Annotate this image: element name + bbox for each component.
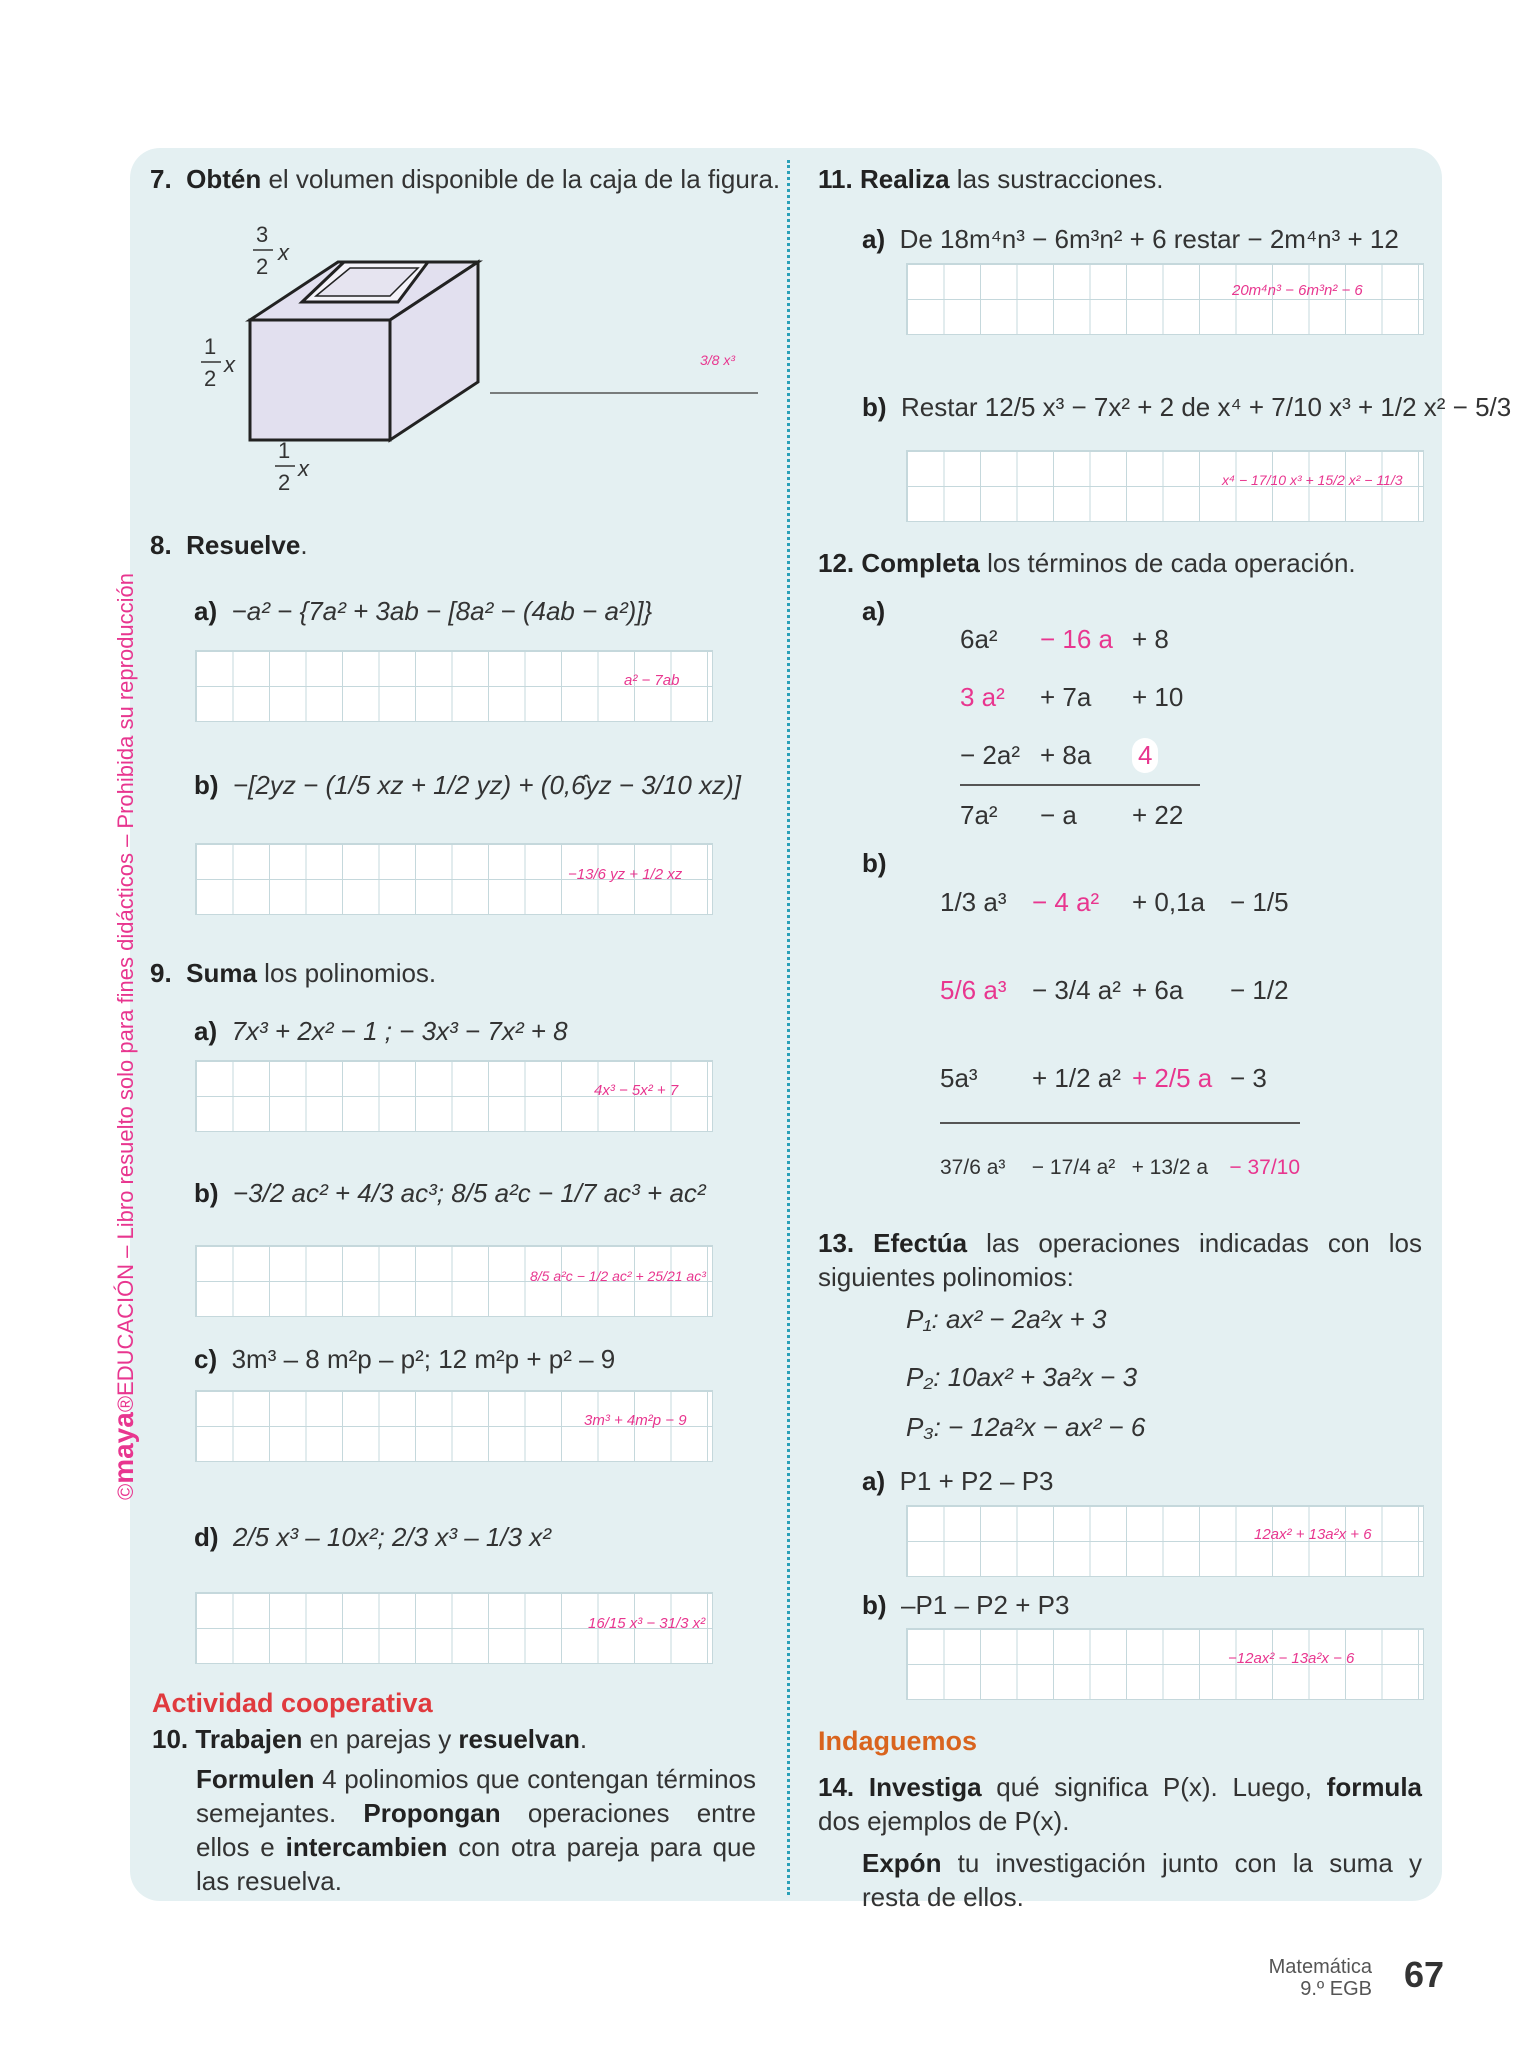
svg-text:2: 2 [278,470,291,495]
ex9c: c) 3m³ – 8 m²p – p²; 12 m²p + p² – 9 [194,1344,616,1374]
ex11b-answer: x⁴ − 17/10 x³ + 15/2 x² − 11/3 [1222,472,1403,488]
page-number: 67 [1404,1954,1445,1995]
ex9d-answer: 16/15 x³ − 31/3 x² [588,1615,706,1632]
ex9d: d) 2/5 x³ – 10x²; 2/3 x³ – 1/3 x² [194,1522,551,1552]
ex9a-answer: 4x³ − 5x² + 7 [594,1082,679,1099]
ex13b-answer: −12ax² − 13a²x − 6 [1228,1650,1355,1667]
ex12a-row: − 2a² + 8a 4 [960,726,1200,786]
ex13-p1: P₁: ax² − 2a²x + 3 [906,1304,1107,1334]
ex12b-row: 1/3 a³ − 4 a² + 0,1a − 1/5 [940,886,1289,917]
svg-text:x: x [224,352,235,377]
ex13a: a) P1 + P2 – P3 [862,1466,1054,1496]
ex9a: a) 7x³ + 2x² − 1 ; − 3x³ − 7x² + 8 [194,1016,568,1046]
ex13-p3: P₃: − 12a²x − ax² − 6 [906,1412,1146,1442]
ex8b-answer: −13/6 yz + 1/2 xz [568,866,683,883]
ex12a-label: a) [862,596,886,626]
ex14-body: Expón tu investigación junto con la suma y resta de ellos. [862,1848,1422,1912]
ex12a-result: 7a² − a + 22 [960,799,1184,830]
ex7-statement: 7. Obtén el volumen disponible de la caja de la figura. [150,164,781,194]
ex11a: a) De 18m⁴n³ − 6m³n² + 6 restar − 2m⁴n³ + 12 [862,224,1399,254]
svg-text:1: 1 [204,334,217,359]
ex11a-answer: 20m⁴n³ − 6m³n² − 6 [1232,282,1363,299]
ex12b-result: 37/6 a³ − 17/4 a² + 13/2 a − 37/10 [940,1156,1301,1179]
ex8-statement: 8. Resuelve. [150,530,308,560]
svg-text:3: 3 [256,222,269,247]
ex11b: b) Restar 12/5 x³ − 7x² + 2 de x⁴ + 7/10 x³ + 1/2 x² − 5/3 [862,392,1512,422]
svg-text:x: x [298,456,309,481]
ex10-statement: 10. Trabajen en parejas y resuelvan. [152,1724,588,1754]
svg-text:2: 2 [204,366,217,391]
ex13b: b) –P1 – P2 + P3 [862,1590,1070,1620]
ex12b-label: b) [862,848,887,878]
ex13-statement: 13. Efectúa las operaciones indicadas con los siguientes polinomios: [818,1228,1422,1292]
ex7-answer: 3/8 x³ [700,352,736,368]
ex10-body: Formulen 4 polinomios que contengan términos semejantes. Propongan operaciones entre ellos e intercambien con otra pareja para que las resuelva. [196,1764,756,1896]
ex12a-row: 3 a² + 7a + 10 [960,681,1184,712]
ex9-statement: 9. Suma los polinomios. [150,958,437,988]
ex12a-operation [960,610,1200,844]
ex9c-answer: 3m³ + 4m²p − 9 [584,1412,687,1429]
ex8b: b) −[2yz − (1/5 xz + 1/2 yz) + (0,6̂yz − 3/10 xz)] [194,770,741,800]
ex14-statement: 14. Investiga qué significa P(x). Luego, formula dos ejemplos de P(x). [818,1772,1422,1836]
svg-text:x: x [278,240,289,265]
ex8a: a) −a² − {7a² + 3ab − [8a² − (4ab − a²)]} [194,596,653,626]
coop-title: Actividad cooperativa [152,1688,433,1718]
ex9b-answer: 8/5 a²c − 1/2 ac² + 25/21 ac³ [530,1268,706,1284]
ex12b-row: 5/6 a³ − 3/4 a² + 6a − 1/2 [940,974,1289,1005]
ex11-statement: 11. Realiza las sustracciones. [818,164,1164,194]
ex13-p2: P₂: 10ax² + 3a²x − 3 [906,1362,1138,1392]
box-figure [190,220,790,520]
svg-text:2: 2 [256,254,269,279]
footer-subject: Matemática 9.º EGB [1268,1956,1372,2000]
vertical-copyright: ©maya®EDUCACIÓN – Libro resuelto solo para fines didácticos – Prohibida su reproducción [108,572,139,1500]
ex12b-operation [940,858,1300,1212]
ex8a-answer: a² − 7ab [624,672,680,689]
ex12b-row: 5a³ + 1/2 a² + 2/5 a − 3 [940,1034,1300,1124]
ex12a-row: 6a² − 16 a + 8 [960,623,1169,654]
ex12-statement: 12. Completa los términos de cada operación. [818,548,1356,578]
ex11a-grid[interactable] [906,263,1424,335]
ex9b: b) −3/2 ac² + 4/3 ac³; 8/5 a²c − 1/7 ac³ + ac² [194,1178,706,1208]
indag-title: Indaguemos [818,1726,978,1756]
ex13a-answer: 12ax² + 13a²x + 6 [1254,1526,1372,1543]
svg-text:1: 1 [278,438,291,463]
